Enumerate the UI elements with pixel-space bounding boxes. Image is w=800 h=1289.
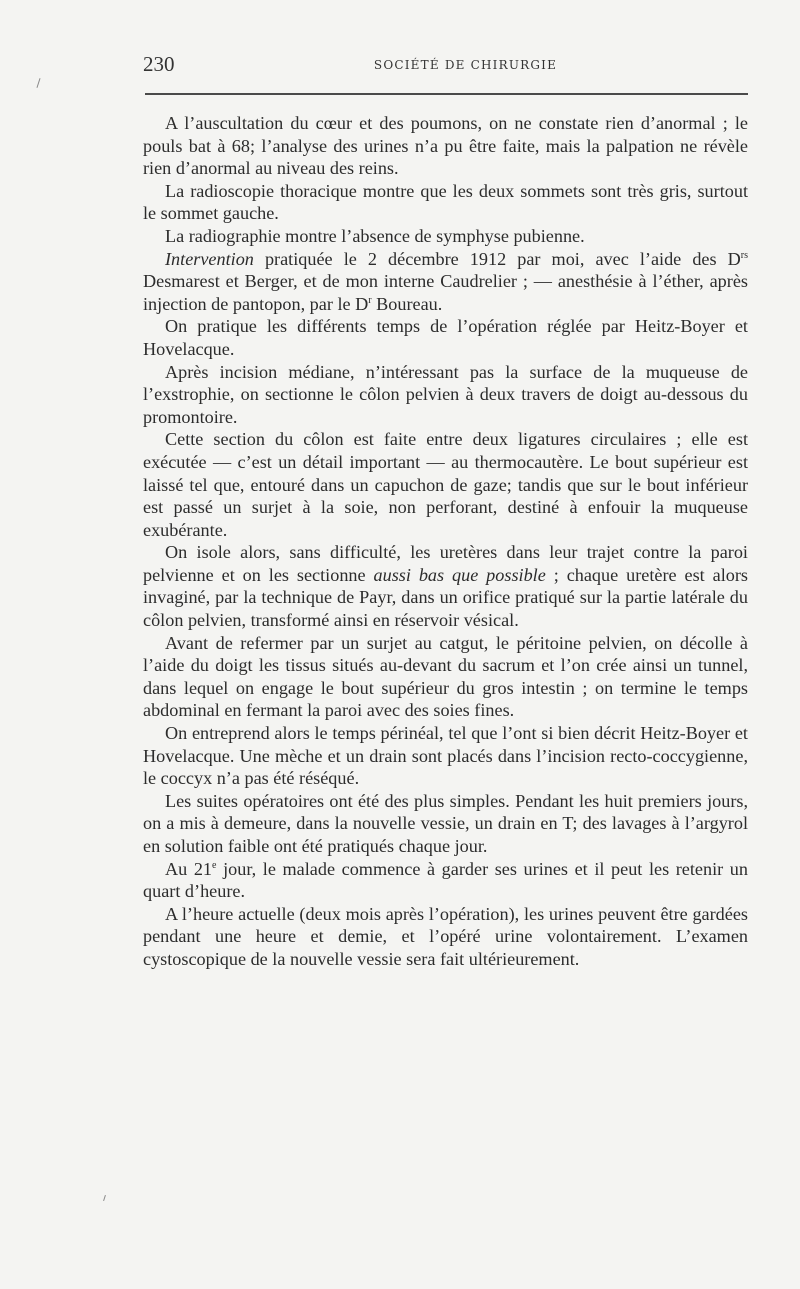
paragraph-intervention: Intervention pratiquée le 2 décembre 1912 par moi, avec l’aide des $D^{rs}$ Desmarest et Berger, et de mon interne Caudrelier ; — anesthésie à l’éther, après injection de pantopon, par le $D^r$ Boureau. xyxy=(143,248,748,314)
paragraph-suites-operatoires: Les suites opératoires ont été des plus simples. Pendant les huit premiers jours, on a mis à demeure, dans la nouvelle vessie, un drain en T; des lavages à l’argyrol en solution faible ont été pratiqués chaque jour. xyxy=(143,790,748,856)
margin-speck xyxy=(103,1195,106,1201)
paragraph-incision: Après incision médiane, n’intéressant pas la surface de la muqueuse de l’exstrophie, on sectionne le côlon pelvien à deux travers de doigt au-dessous du promontoire. xyxy=(143,361,748,427)
header-rule xyxy=(145,93,748,95)
paragraph-heure-actuelle: A l’heure actuelle (deux mois après l’opération), les urines peuvent être gardées pendant une heure et demie, et l’opéré urine volontairement. L’examen cystoscopique de la nouvelle vessie sera fait ultérieurement. xyxy=(143,903,748,969)
paragraph-auscultation: A l’auscultation du cœur et des poumons, on ne constate rien d’anormal ; le pouls bat à 68; l’analyse des urines n’a pu être faite, mais la palpation ne révèle rien d’anormal au niveau des reins. xyxy=(143,113,748,179)
paragraph-21e-jour: Au 21e jour, le malade commence à garder ses urines et il peut les retenir un quart d’heure. xyxy=(143,858,748,902)
paragraph-radioscopie: La radioscopie thoracique montre que les deux sommets sont très gris, surtout le sommet gauche. xyxy=(143,180,748,224)
paragraph-perineal: On entreprend alors le temps périnéal, tel que l’ont si bien décrit Heitz-Boyer et Hovelacque. Une mèche et un drain sont placés dans l’incision recto-coccygienne, le coccyx n’a pas été réséqué. xyxy=(143,723,748,789)
paragraph-peritoine: Avant de refermer par un surjet au catgut, le péritoine pelvien, on décolle à l’aide du doigt les tissus situés au-devant du sacrum et l’on crée ainsi un tunnel, dans lequel on engage le bout supérieur du gros intestin ; on termine le temps abdominal en fermant la paroi avec des soies fines. xyxy=(143,632,748,721)
paragraph-temps-operation: On pratique les différents temps de l’opération réglée par Heitz-Boyer et Hovelacque. xyxy=(143,316,748,359)
running-head: SOCIÉTÉ DE CHIRURGIE xyxy=(373,58,558,72)
page-number: 230 xyxy=(143,52,175,76)
paragraph-ureteres: On isole alors, sans difficulté, les uretères dans leur trajet contre la paroi pelvienne et on les sectionne aussi bas que possible ; chaque uretère est alors invaginé, par la technique de Payr, dans un orifice pratiqué sur la partie latérale du côlon pelvien, transformé ainsi en réservoir vésical. xyxy=(143,542,748,631)
paragraph-radiographie: La radiographie montre l’absence de symphyse pubienne. xyxy=(165,225,585,246)
margin-speck xyxy=(36,78,40,88)
page-header xyxy=(143,52,748,82)
body-text xyxy=(143,112,748,971)
paragraph-section-colon: Cette section du côlon est faite entre deux ligatures circulaires ; elle est exécutée — c’est un détail important — au thermocautère. Le bout supérieur est laissé tel que, entouré dans un capuchon de gaze; tandis que sur le bout inférieur est passé un surjet à la soie, non perforant, destiné à enfouir la muqueuse exubérante. xyxy=(143,429,748,540)
